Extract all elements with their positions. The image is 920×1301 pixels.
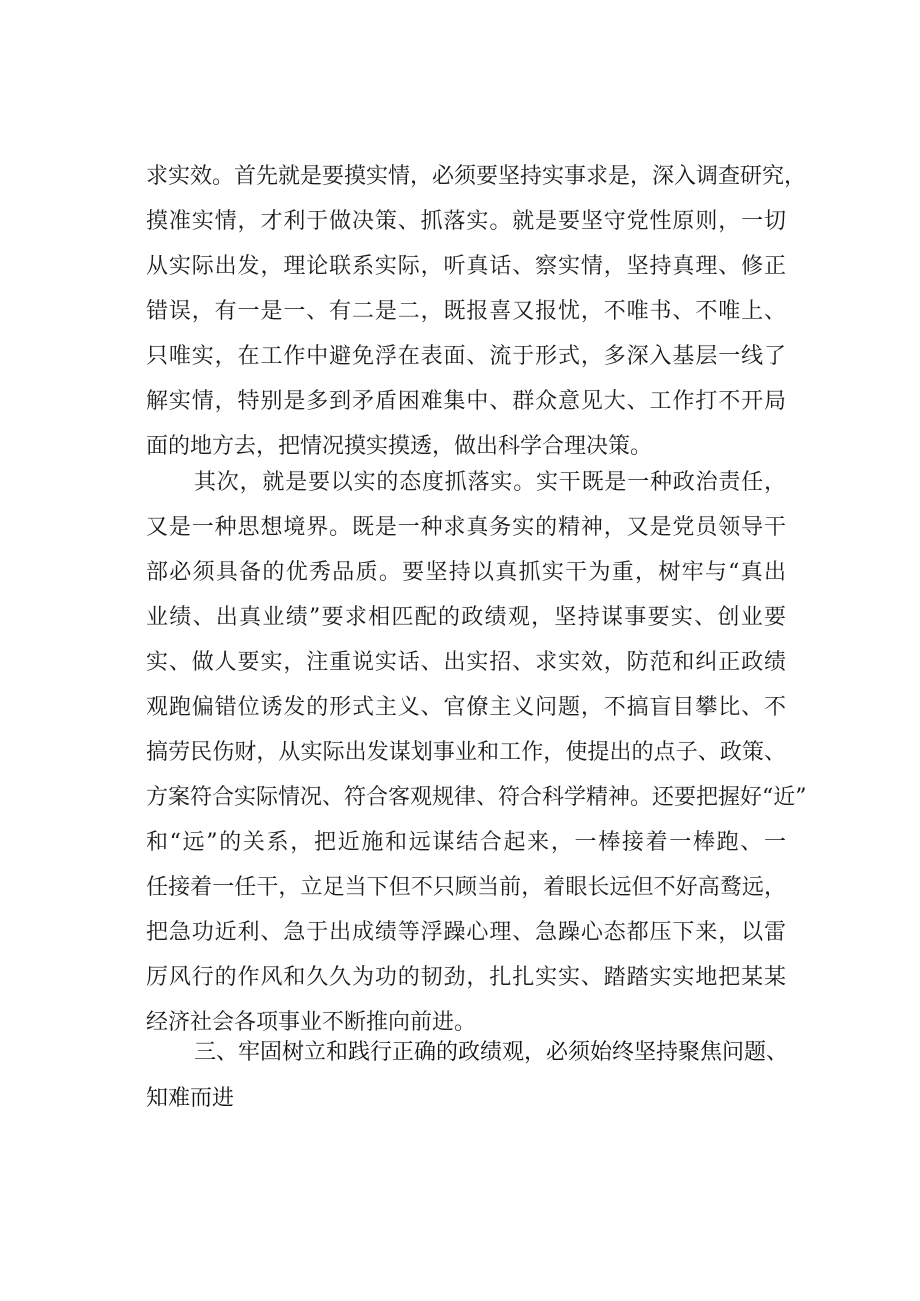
section-heading-3 — [146, 1030, 789, 1122]
paragraph-2-line: 又是一种思想境界。既是一种求真务实的精神，又是党员领导干 — [146, 515, 786, 540]
paragraph-2-line: 任接着一任干，立足当下但不只顾当前，着眼长远但不好高鹜远， — [146, 875, 786, 900]
paragraph-2-line: 和“远”的关系，把近施和远谋结合起来，一棒接着一棒跑、一 — [146, 830, 786, 855]
paragraph-1-line: 面的地方去，把情况摸实摸透，做出科学合理决策。 — [146, 434, 653, 459]
paragraph-2 — [146, 460, 807, 1045]
paragraph-1-line: 错误，有一是一、有二是二，既报喜又报忧，不唯书、不唯上、 — [146, 299, 786, 324]
paragraph-2-line: 观跑偏错位诱发的形式主义、官僚主义问题，不搞盲目攀比、不 — [146, 695, 786, 720]
paragraph-1-line: 从实际出发，理论联系实际，听真话、察实情，坚持真理、修正 — [146, 254, 786, 279]
paragraph-2-line: 业绩、出真业绩”要求相匹配的政绩观，坚持谋事要实、创业要 — [146, 605, 786, 630]
paragraph-2-line: 实、做人要实，注重说实话、出实招、求实效，防范和纠正政绩 — [146, 650, 786, 675]
paragraph-1-line: 解实情，特别是多到矛盾困难集中、群众意见大、工作打不开局 — [146, 389, 786, 414]
section-heading-line: 知难而进 — [146, 1086, 235, 1111]
paragraph-2-line: 把急功近利、急于出成绩等浮躁心理、急躁心态都压下来，以雷 — [146, 920, 786, 945]
paragraph-2-line: 其次，就是要以实的态度抓落实。实干既是一种政治责任， — [194, 470, 786, 495]
paragraph-2-line: 经济社会各项事业不断推向前进。 — [146, 1010, 477, 1035]
section-heading-line: 三、牢固树立和践行正确的政绩观，必须始终坚持聚焦问题、 — [194, 1040, 789, 1065]
paragraph-1-line: 摸准实情，才利于做决策、抓落实。就是要坚守党性原则，一切 — [146, 209, 786, 234]
paragraph-1-line: 只唯实，在工作中避免浮在表面、流于形式，多深入基层一线了 — [146, 344, 786, 369]
paragraph-2-line: 厉风行的作风和久久为功的韧劲，扎扎实实、踏踏实实地把某某 — [146, 965, 786, 990]
paragraph-1-line: 求实效。首先就是要摸实情，必须要坚持实事求是，深入调查研究， — [146, 164, 807, 189]
paragraph-2-line: 方案符合实际情况、符合客观规律、符合科学精神。还要把握好“近” — [146, 785, 807, 810]
paragraph-1 — [146, 154, 807, 469]
paragraph-2-line: 部必须具备的优秀品质。要坚持以真抓实干为重，树牢与“真出 — [146, 560, 786, 585]
paragraph-2-line: 搞劳民伤财，从实际出发谋划事业和工作，使提出的点子、政策、 — [146, 740, 786, 765]
